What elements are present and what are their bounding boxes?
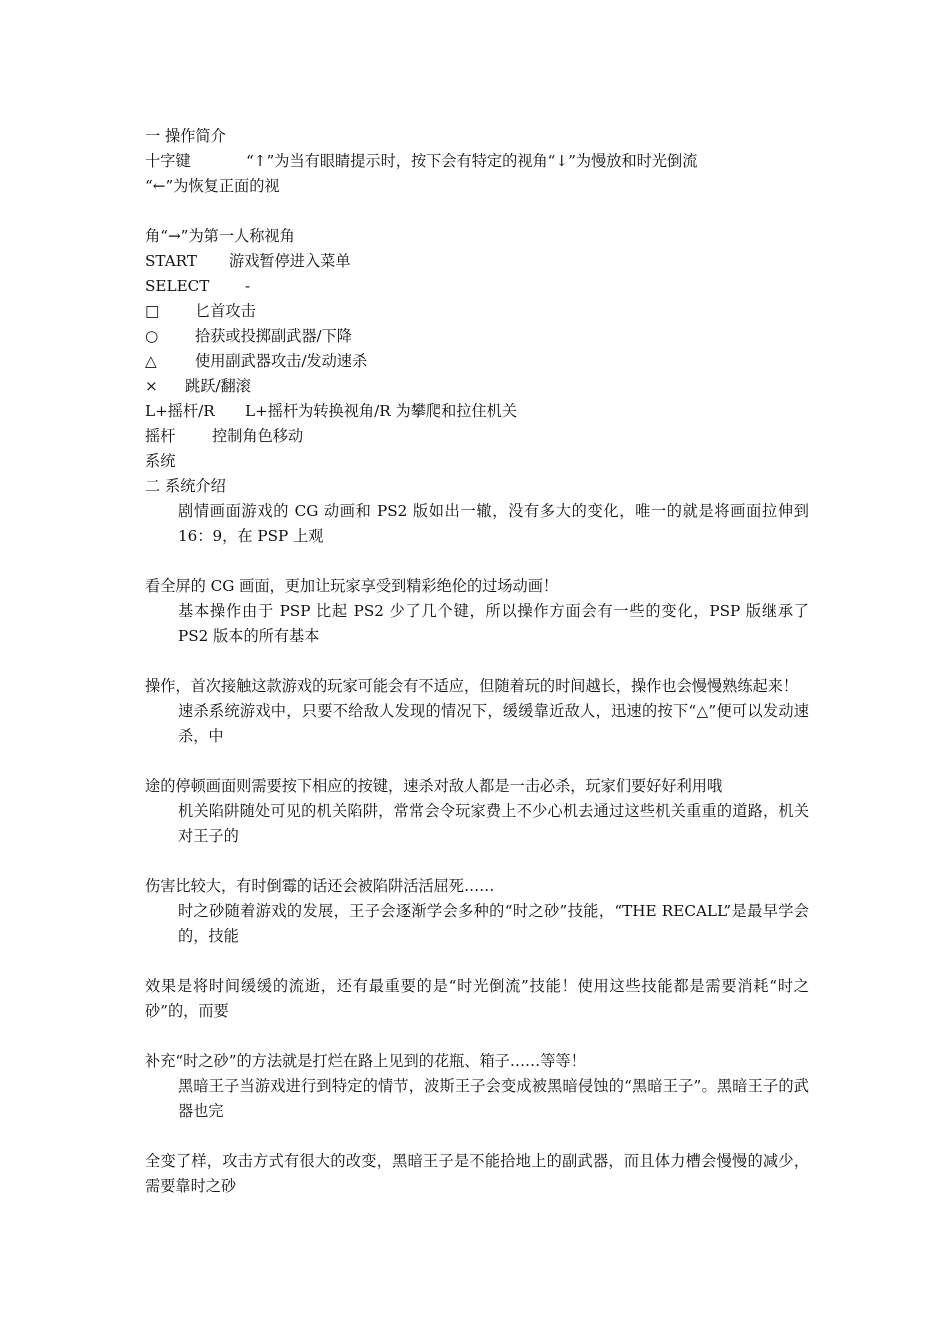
control-desc: 跳跃/翻滚 [185, 377, 251, 395]
paragraph-cg-a: 剧情画面游戏的 CG 动画和 PS2 版如出一辙，没有多大的变化，唯一的就是将画面拉伸到 16：9，在 PSP 上观 [178, 502, 809, 545]
blank-line [145, 199, 809, 224]
control-key: ○ [145, 327, 159, 345]
control-key: △ [145, 352, 157, 370]
paragraph-sands-b: 效果是将时间缓缓的流逝，还有最重要的是“时光倒流”技能！使用这些技能都是需要消耗“时之砂”的，而要 [145, 977, 809, 1020]
blank-line [145, 949, 809, 974]
blank-line [145, 649, 809, 674]
control-desc: 拾获或投掷副武器/下降 [195, 327, 352, 345]
paragraph-traps-b: 伤害比较大，有时倒霉的话还会被陷阱活活屈死…… [145, 877, 495, 895]
paragraph-stealth-b: 途的停顿画面则需要按下相应的按键，速杀对敌人都是一击必杀，玩家们要好好利用哦 [145, 777, 723, 795]
control-desc: - [245, 277, 251, 295]
dpad-cont: “←”为恢复正面的视 [145, 177, 280, 195]
blank-line [145, 549, 809, 574]
control-row-select [145, 274, 809, 299]
dpad-key: 十字键 [145, 152, 191, 170]
blank-line [145, 1124, 809, 1149]
paragraph-traps-a: 机关陷阱随处可见的机关陷阱，常常会令玩家费上不少心机去通过这些机关重重的道路，机关对王子的 [178, 802, 809, 845]
blank-line [145, 749, 809, 774]
blank-line [145, 849, 809, 874]
heading-system: 二 系统介绍 [145, 477, 226, 495]
control-desc: 使用副武器攻击/发动速杀 [195, 352, 368, 370]
control-key: L+摇杆/R [145, 402, 215, 420]
paragraph-stealth-a: 速杀系统游戏中，只要不给敌人发现的情况下，缓缓靠近敌人，迅速的按下“△”便可以发动速杀，中 [178, 702, 809, 745]
control-row-triangle [145, 349, 809, 374]
paragraph-dark-prince-a: 黑暗王子当游戏进行到特定的情节，波斯王子会变成被黑暗侵蚀的“黑暗王子”。黑暗王子的武器也完 [178, 1077, 809, 1120]
paragraph-controls-b: 操作，首次接触这款游戏的玩家可能会有不适应，但随着玩的时间越长，操作也会慢慢熟练起来！ [145, 677, 799, 695]
dpad-cont-2: 角“→”为第一人称视角 [145, 227, 295, 245]
control-row-stick [145, 424, 809, 449]
control-key: × [145, 377, 158, 395]
control-row-start [145, 249, 809, 274]
paragraph-sands-a: 时之砂随着游戏的发展，王子会逐渐学会多种的“时之砂”技能，“THE RECALL”是最早学会的，技能 [178, 902, 809, 945]
control-key: 摇杆 [145, 427, 176, 445]
control-desc: L+摇杆为转换视角/R 为攀爬和拉住机关 [245, 402, 518, 420]
control-row-l-stick [145, 399, 809, 424]
paragraph-cg-b: 看全屏的 CG 画面，更加让玩家享受到精彩绝伦的过场动画！ [145, 577, 559, 595]
control-desc: 游戏暂停进入菜单 [229, 252, 351, 270]
system-label: 系统 [145, 452, 176, 470]
control-key: START [145, 252, 197, 270]
heading-operations: 一 操作简介 [145, 127, 226, 145]
dpad-desc: “↑”为当有眼睛提示时，按下会有特定的视角“↓”为慢放和时光倒流 [246, 152, 698, 170]
control-key: SELECT [145, 277, 210, 295]
paragraph-controls-a: 基本操作由于 PSP 比起 PS2 少了几个键，所以操作方面会有一些的变化，PSP 版继承了 PS2 版本的所有基本 [178, 602, 809, 645]
control-desc: 匕首攻击 [195, 302, 256, 320]
control-desc: 控制角色移动 [212, 427, 304, 445]
control-row-cross [145, 374, 809, 399]
control-key: □ [145, 302, 160, 320]
paragraph-dark-prince-b: 全变了样，攻击方式有很大的改变，黑暗王子是不能拾地上的副武器，而且体力槽会慢慢的减少，需要靠时之砂 [145, 1152, 809, 1195]
blank-line [145, 1024, 809, 1049]
control-row-square [145, 299, 809, 324]
control-row-circle [145, 324, 809, 349]
document-body [145, 124, 809, 1199]
dpad-row [145, 149, 809, 174]
paragraph-sands-c: 补充“时之砂”的方法就是打烂在路上见到的花瓶、箱子……等等！ [145, 1052, 586, 1070]
